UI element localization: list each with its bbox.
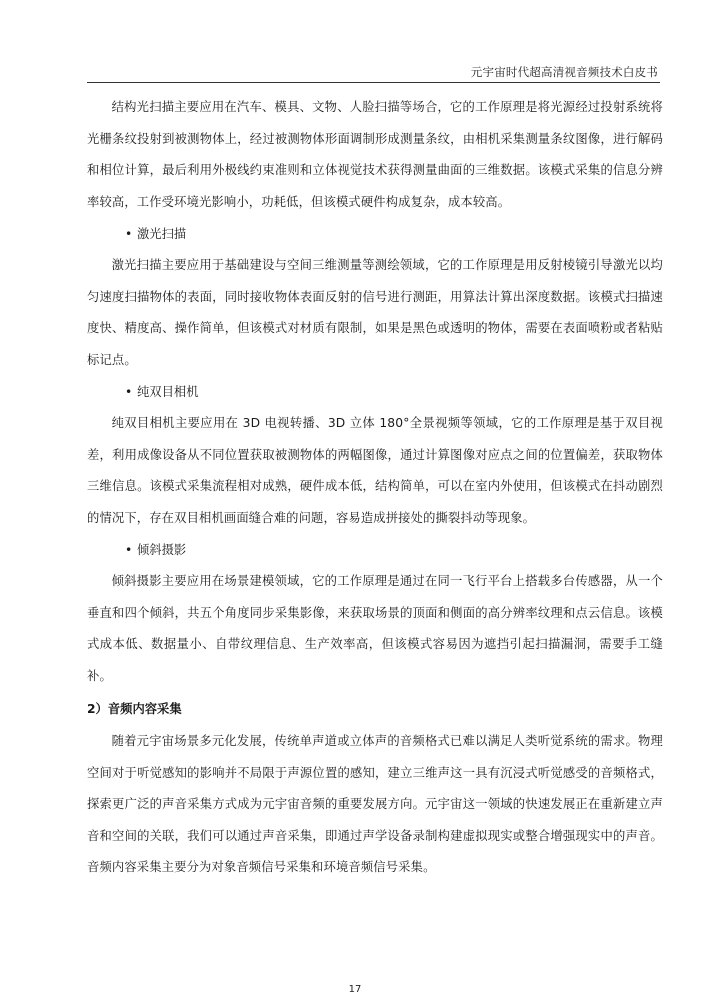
section-heading-audio-capture: 2）音频内容采集 [87, 702, 182, 716]
paragraph-structured-light: 结构光扫描主要应用在汽车、模具、文物、人脸扫描等场合，它的工作原理是将光源经过投射系统将光栅条纹投射到被测物体上，经过被测物体形面调制形成测量条纹，由相机采集测量条纹图像，进行解码和相位计算，最后利用外极线约束准则和立体视觉技术获得测量曲面的三维数据。该模式采集的信息分辨率较高，工作受环境光影响小，功耗低，但该模式硬件构成复杂，成本较高。 [87, 100, 663, 209]
paragraph-laser-scanning: 激光扫描主要应用于基础建设与空间三维测量等测绘领域，它的工作原理是用反射棱镜引导激光以均匀速度扫描物体的表面，同时接收物体表面反射的信号进行测距，用算法计算出深度数据。该模式扫描速度快、精度高、操作简单，但该模式对材质有限制，如果是黑色或透明的物体，需要在表面喷粉或者粘贴标记点。 [87, 258, 663, 367]
running-header-title: 元宇宙时代超高清视音频技术白皮书 [470, 65, 658, 79]
header-divider [87, 82, 660, 83]
bullet-dot-icon: • [125, 385, 133, 399]
paragraph-binocular-camera: 纯双目相机主要应用在 3D 电视转播、3D 立体 180°全景视频等领域，它的工作原理是基于双目视差，利用成像设备从不同位置获取被测物体的两幅图像，通过计算图像对应点之间的位置偏差，获取物体三维信息。该模式采集流程相对成熟，硬件成本低，结构简单，可以在室内外使用，但该模式在抖动剧烈的情况下，存在双目相机画面缝合难的问题，容易造成拼接处的撕裂抖动等现象。 [87, 416, 663, 525]
bullet-laser-scanning [87, 218, 663, 250]
bullet-label: 倾斜摄影 [137, 543, 187, 557]
page-body [87, 92, 663, 884]
bullet-label: 激光扫描 [137, 227, 187, 241]
bullet-oblique-photography [87, 534, 663, 566]
page-number: 17 [348, 984, 362, 995]
paragraph-oblique-photography: 倾斜摄影主要应用在场景建模领域，它的工作原理是通过在同一飞行平台上搭载多台传感器，从一个垂直和四个倾斜，共五个角度同步采集影像，来获取场景的顶面和侧面的高分辨率纹理和点云信息。该模式成本低、数据量小、自带纹理信息、生产效率高，但该模式容易因为遮挡引起扫描漏洞，需要手工缝补。 [87, 574, 663, 683]
bullet-binocular-camera [87, 376, 663, 408]
bullet-dot-icon: • [125, 227, 133, 241]
paragraph-audio-capture: 随着元宇宙场景多元化发展，传统单声道或立体声的音频格式已难以满足人类听觉系统的需求。物理空间对于听觉感知的影响并不局限于声源位置的感知，建立三维声这一具有沉浸式听觉感受的音频格式，探索更广泛的声音采集方式成为元宇宙音频的重要发展方向。元宇宙这一领域的快速发展正在重新建立声音和空间的关联，我们可以通过声音采集，即通过声学设备录制构建虚拟现实或整合增强现实中的声音。音频内容采集主要分为对象音频信号采集和环境音频信号采集。 [87, 734, 663, 874]
bullet-dot-icon: • [125, 543, 133, 557]
bullet-label: 纯双目相机 [137, 385, 199, 399]
